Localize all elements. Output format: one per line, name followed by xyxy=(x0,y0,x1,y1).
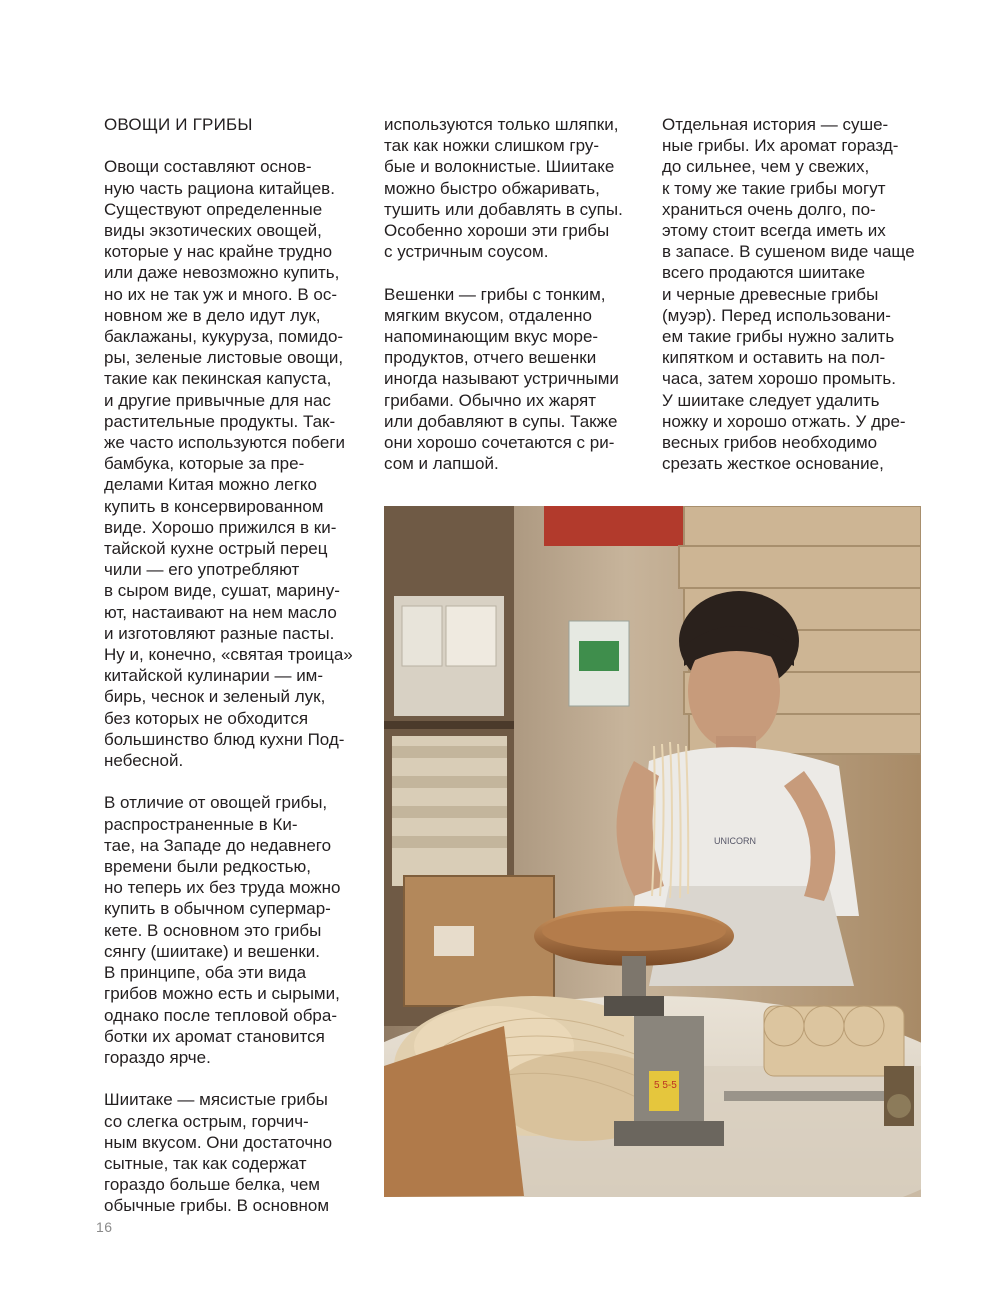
text-line: ботки их аромат становится xyxy=(104,1026,325,1046)
market-photo xyxy=(384,506,921,1197)
text-line: Вешенки — грибы с тонким, xyxy=(384,284,606,304)
scale-label: 5 5-5 xyxy=(654,1080,677,1091)
text-line: обычные грибы. В основном xyxy=(104,1196,330,1216)
text-line: или даже невозможно купить, xyxy=(104,263,340,283)
text-line: гораздо больше белка, чем xyxy=(104,1175,320,1195)
text-line: кете. В основном это грибы xyxy=(104,920,322,940)
text-line: которые у нас крайне трудно xyxy=(104,242,333,262)
column-2 xyxy=(384,114,646,474)
text-line: так как ножки слишком гру- xyxy=(384,136,599,156)
section-heading: ОВОЩИ И ГРИБЫ xyxy=(104,115,253,134)
text-line: сянгу (шиитаке) и вешенки. xyxy=(104,941,320,961)
text-line: сом и лапшой. xyxy=(384,454,499,474)
text-line: мягким вкусом, отдаленно xyxy=(384,305,592,325)
text-line: и изготовляют разные пасты. xyxy=(104,623,335,643)
text-line: ножку и хорошо отжать. У дре- xyxy=(662,411,906,431)
text-line: и другие привычные для нас xyxy=(104,390,331,410)
text-line: кипятком и оставить на пол- xyxy=(662,348,886,368)
text-line: всего продаются шиитаке xyxy=(662,263,866,283)
paragraph-gap xyxy=(104,771,366,792)
text-line: ют, настаивают на нем масло xyxy=(104,602,337,622)
text-line: но теперь их без труда можно xyxy=(104,878,341,898)
text-line: купить в консервированном xyxy=(104,496,324,516)
page-number: 16 xyxy=(96,1219,113,1235)
text-line: виды экзотических овощей, xyxy=(104,221,322,240)
text-line: такие как пекинская капуста, xyxy=(104,369,332,389)
text-line: бирь, чеснок и зеленый лук, xyxy=(104,687,326,707)
text-line: Овощи составляют основ- xyxy=(104,157,312,177)
text-line: Особенно хороши эти грибы xyxy=(384,221,610,241)
text-line: большинство блюд кухни Под- xyxy=(104,729,345,749)
column-3 xyxy=(662,114,924,474)
text-line: распространенные в Ки- xyxy=(104,814,298,834)
text-line: без которых не обходится xyxy=(104,708,309,728)
text-line: к тому же такие грибы могут xyxy=(662,178,886,198)
text-line: чили — его употребляют xyxy=(104,560,300,580)
text-line: часа, затем хорошо промыть. xyxy=(662,369,896,389)
text-line: же часто используются побеги xyxy=(104,433,346,453)
shirt-text: UNICORN xyxy=(714,836,756,846)
text-line: сытные, так как содержат xyxy=(104,1153,307,1173)
text-line: гораздо ярче. xyxy=(104,1047,211,1067)
text-line: и черные древесные грибы xyxy=(662,284,879,304)
text-line: до сильнее, чем у свежих, xyxy=(662,157,870,177)
market-photo-illustration xyxy=(384,506,921,1197)
text-line: У шиитаке следует удалить xyxy=(662,390,880,410)
text-line: Отдельная история — суше- xyxy=(662,115,889,134)
text-line: Шиитаке — мясистые грибы xyxy=(104,1090,328,1110)
text-line: продуктов, отчего вешенки xyxy=(384,348,597,368)
text-line: ным вкусом. Они достаточно xyxy=(104,1132,333,1152)
text-line: ную часть рациона китайцев. xyxy=(104,178,335,198)
text-line: используются только шляпки, xyxy=(384,115,619,134)
text-line: небесной. xyxy=(104,751,184,771)
text-line: ные грибы. Их аромат горазд- xyxy=(662,136,899,156)
text-line: бамбука, которые за пре- xyxy=(104,454,305,474)
text-line: храниться очень долго, по- xyxy=(662,199,876,219)
text-line: ры, зеленые листовые овощи, xyxy=(104,348,344,368)
text-line: этому стоит всегда иметь их xyxy=(662,221,886,241)
paragraph-gap xyxy=(104,1068,366,1089)
text-line: весных грибов необходимо xyxy=(662,433,878,453)
text-line: или добавляют в супы. Также xyxy=(384,411,618,431)
text-line: однако после тепловой обра- xyxy=(104,1005,338,1025)
text-line: с устричным соусом. xyxy=(384,242,549,262)
text-line: растительные продукты. Так- xyxy=(104,411,336,431)
text-line: напоминающим вкус море- xyxy=(384,327,599,347)
text-line: китайской кулинарии — им- xyxy=(104,666,324,686)
text-line: ем такие грибы нужно залить xyxy=(662,327,895,347)
text-line: грибами. Обычно их жарят xyxy=(384,390,596,410)
text-line: тае, на Западе до недавнего xyxy=(104,835,332,855)
text-line: времени были редкостью, xyxy=(104,857,311,877)
text-line: в сыром виде, сушат, марину- xyxy=(104,581,340,601)
text-line: бые и волокнистые. Шиитаке xyxy=(384,157,615,177)
text-line: срезать жесткое основание, xyxy=(662,454,884,474)
text-line: Существуют определенные xyxy=(104,199,323,219)
text-line: В отличие от овощей грибы, xyxy=(104,793,328,813)
text-line: новном же в дело идут лук, xyxy=(104,305,321,325)
text-line: они хорошо сочетаются с ри- xyxy=(384,433,615,453)
text-line: баклажаны, кукуруза, помидо- xyxy=(104,327,344,347)
text-line: В принципе, оба эти вида xyxy=(104,963,307,983)
text-line: но их не так уж и много. В ос- xyxy=(104,284,338,304)
text-line: виде. Хорошо прижился в ки- xyxy=(104,517,337,537)
paragraph-gap xyxy=(384,262,646,283)
text-line: можно быстро обжаривать, xyxy=(384,178,600,198)
text-line: тушить или добавлять в супы. xyxy=(384,199,623,219)
text-line: делами Китая можно легко xyxy=(104,475,318,495)
text-line: (муэр). Перед использовани- xyxy=(662,305,891,325)
text-line: грибов можно есть и сырыми, xyxy=(104,984,340,1004)
text-line: в запасе. В сушеном виде чаще xyxy=(662,242,915,262)
text-line: иногда называют устричными xyxy=(384,369,619,389)
text-line: тайской кухне острый перец xyxy=(104,539,328,559)
text-line: купить в обычном супермар- xyxy=(104,899,331,919)
text-line: со слегка острым, горчич- xyxy=(104,1111,309,1131)
column-1 xyxy=(104,114,366,1217)
text-line: Ну и, конечно, «святая троица» xyxy=(104,645,353,665)
